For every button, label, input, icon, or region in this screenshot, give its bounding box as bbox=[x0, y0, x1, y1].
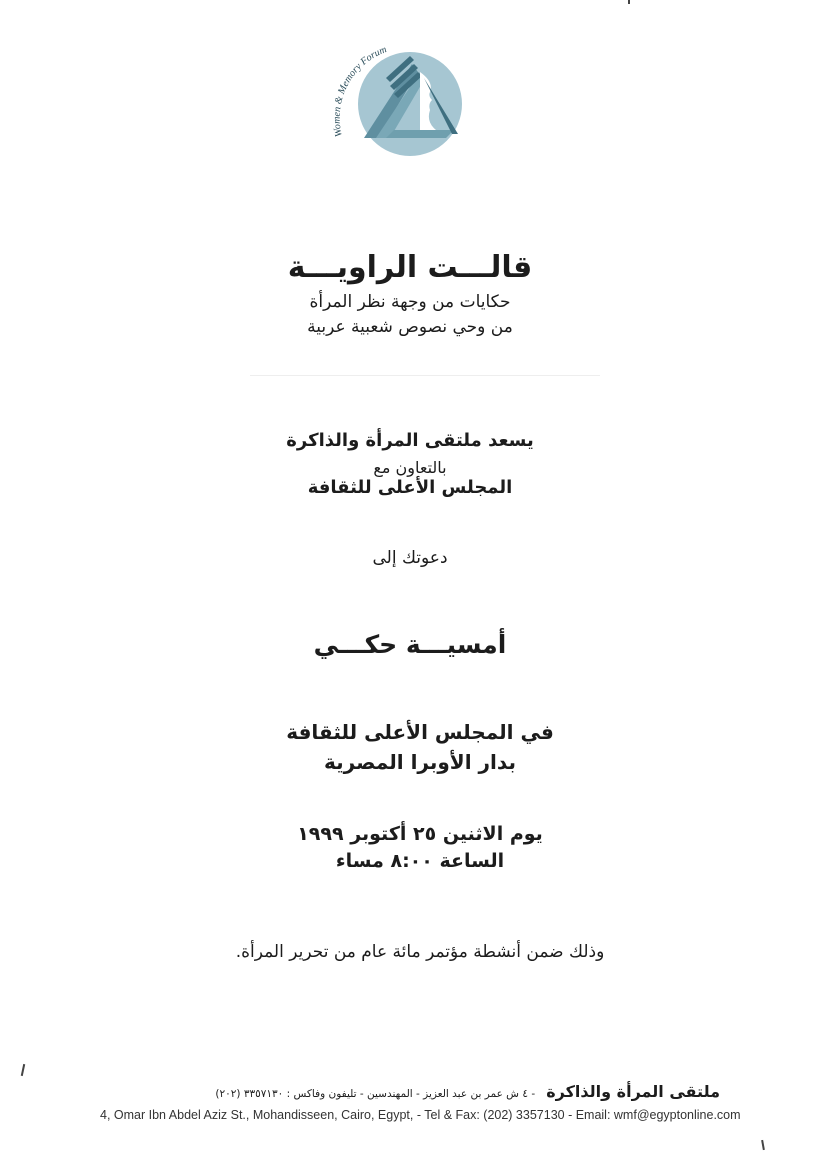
scan-speck bbox=[761, 1140, 765, 1150]
scan-speck bbox=[21, 1064, 25, 1076]
venue-line-1: في المجلس الأعلى للثقافة bbox=[286, 720, 554, 744]
host-line-1: يسعد ملتقى المرأة والذاكرة bbox=[286, 430, 534, 451]
host-line-3: المجلس الأعلى للثقافة bbox=[307, 477, 513, 498]
subtitle-line-2: من وحي نصوص شعبية عربية bbox=[307, 317, 513, 337]
footer-org-name: ملتقى المرأة والذاكرة bbox=[546, 1082, 720, 1101]
event-name: أمسيـــة حكـــي bbox=[313, 630, 507, 659]
footer-address-arabic: - ٤ ش عمر بن عبد العزيز - المهندسين - تليفون وفاكس : ٣٣٥٧١٣٠ (٢٠٢) bbox=[215, 1088, 536, 1100]
subtitle-line-1: حكايات من وجهة نظر المرأة bbox=[309, 292, 511, 312]
event-date: يوم الاثنين ٢٥ أكتوبر ١٩٩٩ bbox=[297, 823, 543, 845]
svg-text:ملتقى المرأة والذاكرة bbox=[324, 26, 329, 29]
invite-text: دعوتك إلى bbox=[372, 548, 448, 568]
footer-address-english: 4, Omar Ibn Abdel Aziz St., Mohandisseen, Cairo, Egypt, - Tel & Fax: (202) 3357130 - Email: wmf@egyptonline.com bbox=[100, 1108, 741, 1122]
host-line-2: بالتعاون مع bbox=[373, 458, 447, 477]
venue-line-2: بدار الأوبرا المصرية bbox=[324, 750, 516, 774]
logo-emblem-icon bbox=[324, 26, 484, 166]
scan-speck bbox=[628, 0, 630, 4]
page-title: قالـــت الراويـــة bbox=[287, 250, 533, 285]
event-time: الساعة ٨:٠٠ مساء bbox=[335, 850, 505, 872]
logo bbox=[324, 26, 484, 166]
logo-text-ar bbox=[324, 26, 329, 29]
logo-text-en: Women & Memory Forum bbox=[331, 44, 389, 138]
footer-arabic bbox=[100, 1082, 720, 1101]
fold-divider bbox=[250, 375, 600, 376]
event-note: وذلك ضمن أنشطة مؤتمر مائة عام من تحرير المرأة. bbox=[235, 942, 605, 962]
